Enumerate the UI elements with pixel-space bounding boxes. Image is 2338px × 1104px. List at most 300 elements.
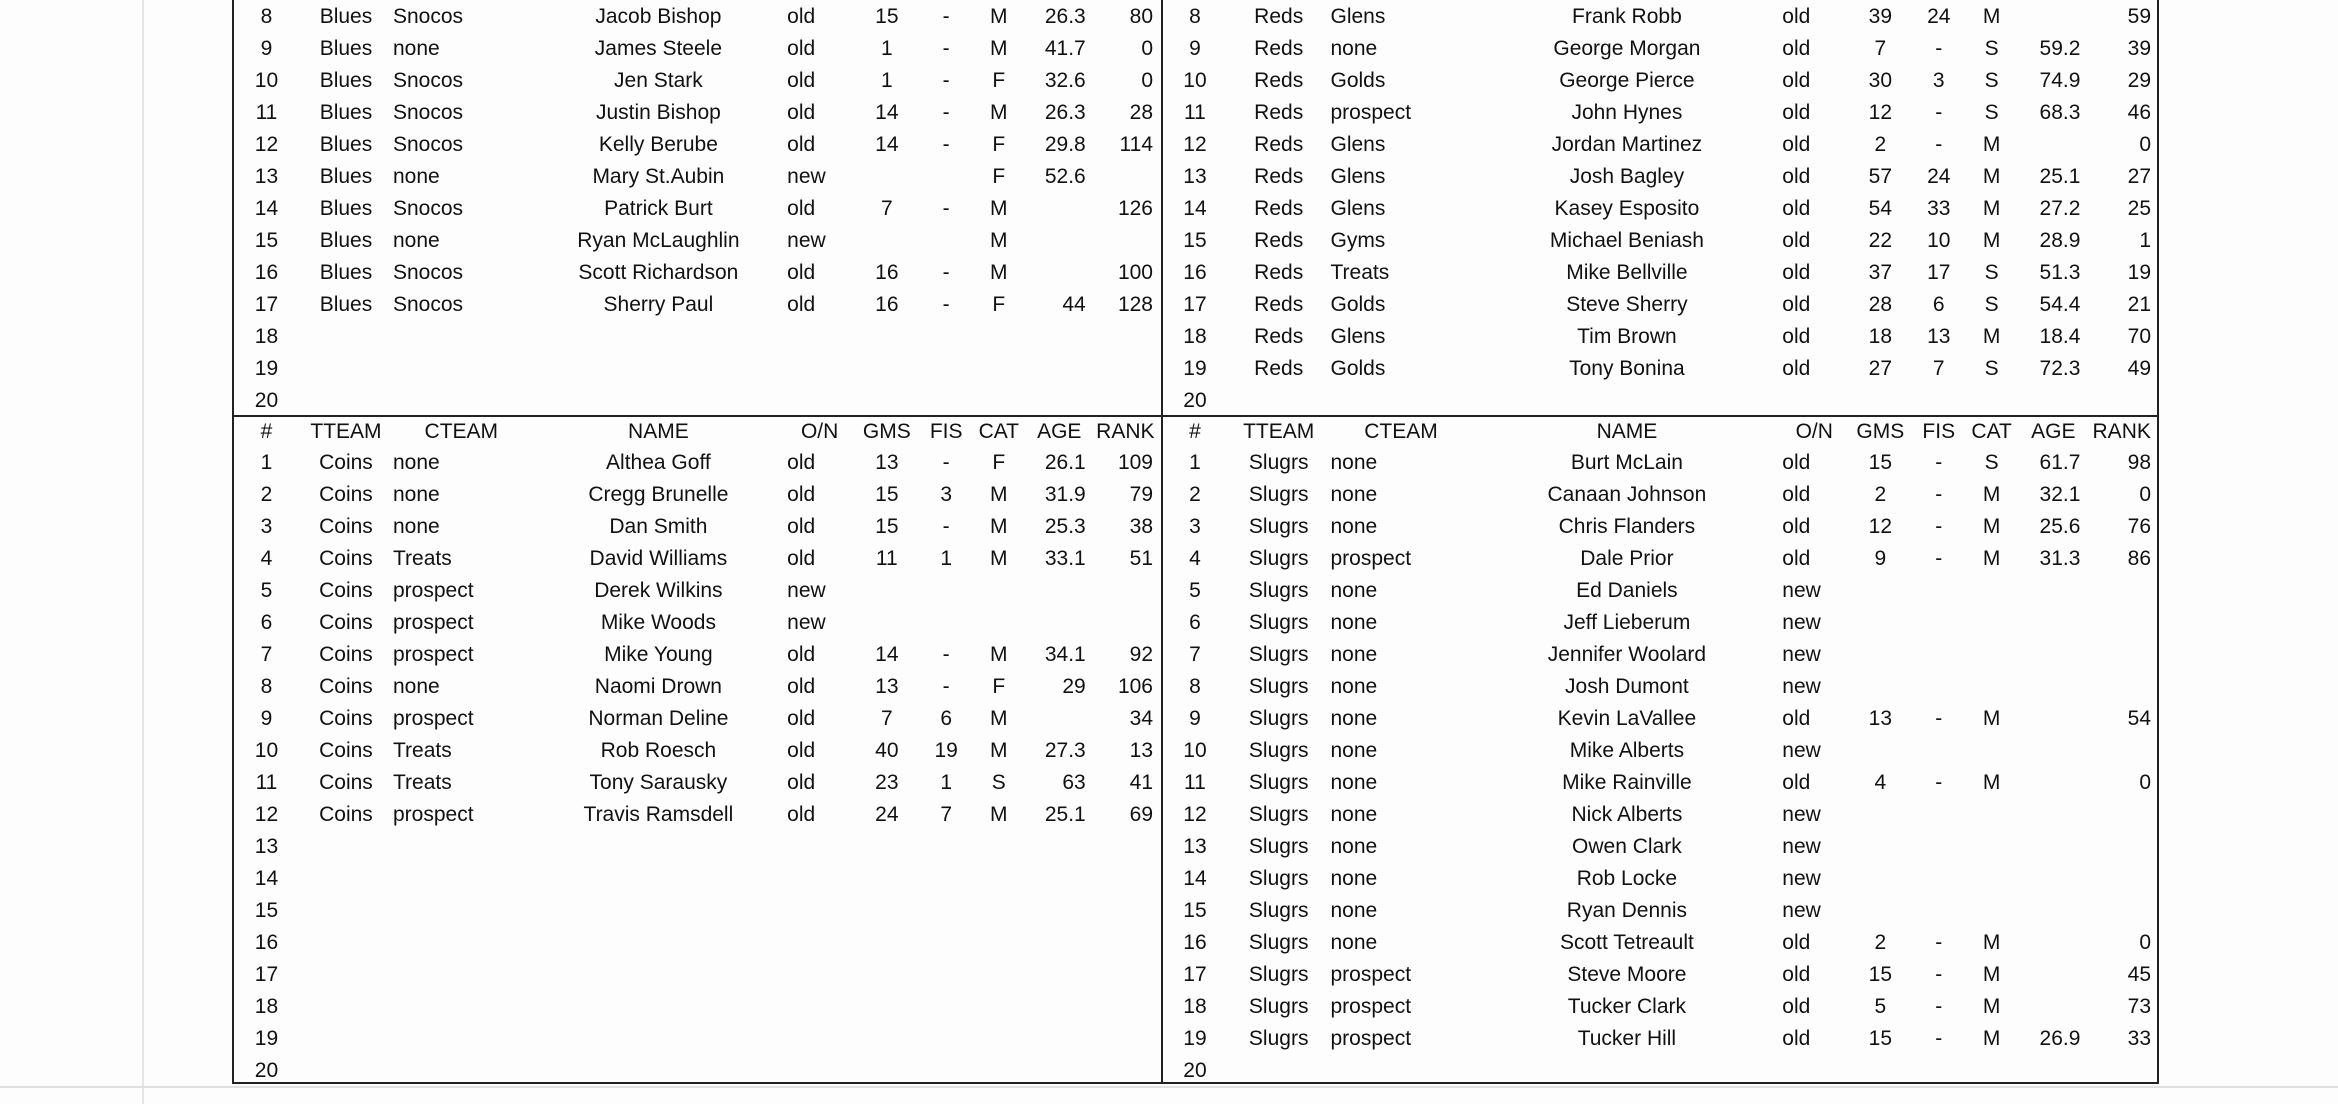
cell-name: Steve Moore	[1567, 963, 1687, 986]
cell-on: old	[787, 643, 816, 666]
cell-cteam	[393, 831, 530, 863]
cell-age	[2020, 385, 2086, 417]
cell-cat: F	[992, 165, 1006, 188]
table-row	[1163, 129, 2157, 161]
cell-age	[1027, 863, 1092, 895]
cell-age: 26.9	[2039, 1027, 2081, 1050]
table-row	[1163, 33, 2157, 65]
cell-gms: 23	[875, 771, 899, 794]
cell-tteam: Blues	[319, 197, 373, 220]
table-row	[1163, 97, 2157, 129]
cell-gms	[1846, 895, 1914, 927]
cell-rank: 0	[1141, 69, 1153, 92]
cell-on	[787, 991, 852, 1023]
cell-gms: 40	[875, 739, 899, 762]
table-row	[234, 735, 1159, 767]
cell-fis: -	[942, 5, 950, 28]
cell-rank	[2086, 895, 2157, 927]
cell-rownum: 11	[1184, 101, 1206, 124]
cell-gms	[852, 991, 921, 1023]
cell-rank: 0	[1141, 37, 1153, 60]
cell-tteam: Reds	[1254, 197, 1304, 220]
table-row	[1163, 353, 2157, 385]
cell-age: 26.1	[1044, 451, 1086, 474]
table-row	[234, 129, 1159, 161]
cell-cat: M	[990, 229, 1008, 252]
table-row	[234, 927, 1159, 959]
cell-tteam	[299, 927, 393, 959]
cell-cteam: none	[1330, 899, 1378, 922]
column-header-rank: RANK	[2092, 420, 2151, 443]
table-row	[1163, 607, 2157, 639]
cell-tteam: Coins	[319, 483, 373, 506]
cell-name	[530, 863, 788, 895]
table-row	[234, 1055, 1159, 1087]
cell-on: old	[787, 707, 816, 730]
cell-fis	[922, 831, 971, 863]
cell-rownum: 8	[1189, 675, 1201, 698]
cell-on: old	[1782, 707, 1811, 730]
table-row	[1163, 479, 2157, 511]
reds-roster-table	[1163, 1, 2157, 417]
cell-fis	[1915, 385, 1963, 417]
table-row	[234, 1, 1159, 33]
cell-age	[2020, 927, 2086, 959]
cell-gms: 14	[875, 133, 899, 156]
cell-rank	[1092, 895, 1159, 927]
cell-rank: 27	[2127, 165, 2151, 188]
cell-name: Jennifer Woolard	[1547, 643, 1707, 666]
column-header-fis: FIS	[1922, 420, 1956, 443]
cell-rownum: 12	[1183, 133, 1207, 156]
cell-rownum: 12	[1183, 803, 1207, 826]
cell-cat	[971, 959, 1027, 991]
cell-age	[2020, 575, 2086, 607]
cell-name: Rob Locke	[1576, 867, 1678, 890]
cell-gms: 39	[1868, 5, 1893, 28]
slugrs-roster-table	[1163, 417, 2157, 1087]
cell-cat: M	[1982, 547, 2001, 570]
cell-name: Naomi Drown	[594, 675, 722, 698]
cell-rownum: 17	[1183, 963, 1207, 986]
cell-rank: 98	[2127, 451, 2151, 474]
cell-gms	[852, 607, 921, 639]
cell-rank	[1092, 161, 1159, 193]
cell-cat	[971, 385, 1027, 417]
cell-on: old	[787, 515, 816, 538]
cell-on: old	[1782, 771, 1811, 794]
cell-fis	[922, 225, 971, 257]
cell-rank: 79	[1129, 483, 1153, 506]
cell-on: old	[1782, 483, 1811, 506]
cell-name: Ryan Dennis	[1566, 899, 1688, 922]
column-header-name: NAME	[1596, 420, 1658, 443]
cell-tteam: Blues	[319, 37, 373, 60]
column-header-cteam: CTEAM	[424, 420, 499, 443]
cell-cat: S	[1984, 101, 1999, 124]
cell-rownum: 11	[255, 101, 278, 124]
cell-rank	[1092, 927, 1159, 959]
cell-age	[1027, 927, 1092, 959]
table-row	[1163, 225, 2157, 257]
cell-fis	[1915, 639, 1963, 671]
cell-tteam: Blues	[319, 101, 373, 124]
cell-rownum: 9	[260, 707, 273, 730]
column-header-gms: GMS	[862, 420, 911, 443]
cell-cat: M	[990, 643, 1008, 666]
cell-tteam: Slugrs	[1248, 771, 1309, 794]
cell-cat	[1963, 895, 2020, 927]
cell-tteam: Slugrs	[1248, 995, 1309, 1018]
cell-fis: 24	[1927, 5, 1951, 28]
cell-age	[2020, 991, 2086, 1023]
cell-cat	[971, 575, 1027, 607]
roster-sheet	[232, 0, 2159, 1084]
table-row	[234, 991, 1159, 1023]
cell-cat	[971, 991, 1027, 1023]
cell-on: old	[1782, 101, 1811, 124]
table-row	[234, 65, 1159, 97]
cell-name: Tucker Hill	[1577, 1027, 1677, 1050]
cell-gms: 15	[1868, 451, 1893, 474]
cell-rank	[1092, 1055, 1159, 1087]
cell-gms: 9	[1874, 547, 1887, 570]
cell-age	[1027, 193, 1092, 225]
cell-rownum: 16	[254, 261, 279, 284]
cell-name: Frank Robb	[1572, 5, 1682, 28]
cell-rownum: 17	[254, 963, 279, 986]
cell-rownum: 17	[1183, 293, 1207, 316]
cell-rownum: 14	[254, 197, 279, 220]
cell-on: old	[1782, 995, 1811, 1018]
cell-gms: 15	[1868, 963, 1893, 986]
table-row	[1163, 735, 2157, 767]
cell-rownum: 19	[254, 1027, 279, 1050]
cell-age: 72.3	[2039, 357, 2081, 380]
cell-gms: 30	[1868, 69, 1893, 92]
cell-rank	[2086, 639, 2157, 671]
cell-cat	[1963, 639, 2020, 671]
cell-cteam: Treats	[1330, 261, 1390, 284]
cell-cat: S	[1984, 261, 1999, 284]
header-row	[234, 417, 1159, 447]
cell-cteam: Glens	[1330, 133, 1386, 156]
cell-age: 25.1	[1044, 803, 1086, 826]
cell-rank: 86	[2127, 547, 2151, 570]
cell-cteam: none	[393, 451, 440, 474]
cell-fis	[1915, 575, 1963, 607]
cell-fis	[922, 161, 971, 193]
cell-cteam: Gyms	[1330, 229, 1386, 252]
cell-fis: -	[942, 37, 950, 60]
table-row	[234, 385, 1159, 417]
cell-name: Tony Sarausky	[589, 771, 728, 794]
cell-tteam: Slugrs	[1248, 675, 1309, 698]
column-header-tteam: TTEAM	[310, 420, 382, 443]
cell-name: Kelly Berube	[598, 133, 718, 156]
cell-rank	[1092, 575, 1159, 607]
cell-rownum: 5	[260, 579, 273, 602]
cell-name: Scott Richardson	[578, 261, 739, 284]
cell-cat: M	[990, 739, 1008, 762]
cell-tteam: Reds	[1254, 133, 1304, 156]
cell-rank	[2086, 799, 2157, 831]
cell-rank: 70	[2127, 325, 2151, 348]
cell-cteam: none	[1330, 451, 1378, 474]
cell-rank: 45	[2127, 963, 2151, 986]
cell-gms: 13	[1868, 707, 1893, 730]
cell-name: Mike Alberts	[1569, 739, 1685, 762]
cell-cat: M	[1982, 963, 2001, 986]
cell-cat: M	[990, 197, 1008, 220]
cell-on	[787, 321, 852, 353]
cell-name: Derek Wilkins	[594, 579, 723, 602]
cell-age: 18.4	[2039, 325, 2081, 348]
cell-cteam: prospect	[1330, 547, 1412, 570]
cell-rownum: 20	[1183, 1059, 1207, 1082]
table-row	[234, 479, 1159, 511]
cell-cat: M	[1982, 1027, 2001, 1050]
cell-cat	[971, 321, 1027, 353]
cell-rank: 51	[1129, 547, 1153, 570]
cell-gms: 4	[1874, 771, 1887, 794]
cell-cat	[971, 1023, 1027, 1055]
table-row	[234, 511, 1159, 543]
cell-cat	[1963, 735, 2020, 767]
cell-on: old	[1782, 133, 1811, 156]
cell-cat	[1963, 831, 2020, 863]
cell-name: Althea Goff	[606, 451, 711, 474]
cell-cat: S	[1984, 357, 1999, 380]
cell-name	[1472, 385, 1783, 417]
cell-fis	[1915, 735, 1963, 767]
cell-name: Josh Bagley	[1569, 165, 1685, 188]
cell-fis: 7	[940, 803, 952, 826]
cell-name: Justin Bishop	[595, 101, 721, 124]
cell-age	[1027, 385, 1092, 417]
table-row	[1163, 863, 2157, 895]
cell-gms: 2	[1874, 483, 1887, 506]
cell-age: 41.7	[1044, 37, 1086, 60]
table-row	[234, 767, 1159, 799]
cell-rank: 59	[2127, 5, 2151, 28]
cell-name: Mike Young	[604, 643, 713, 666]
cell-cat: S	[1984, 293, 1999, 316]
cell-tteam: Coins	[319, 707, 373, 730]
cell-cteam: none	[1330, 931, 1378, 954]
cell-cteam: none	[1330, 867, 1378, 890]
cell-rank	[1092, 225, 1159, 257]
cell-cteam: Golds	[1330, 69, 1386, 92]
cell-fis: 6	[940, 707, 952, 730]
cell-rownum: 11	[255, 771, 278, 794]
cell-rownum: 15	[1183, 899, 1207, 922]
table-row	[1163, 321, 2157, 353]
cell-rownum: 16	[1183, 931, 1207, 954]
cell-fis	[1915, 671, 1963, 703]
cell-name: John Hynes	[1571, 101, 1683, 124]
coins-roster-table	[234, 417, 1159, 1087]
table-row	[234, 607, 1159, 639]
cell-on: new	[1782, 739, 1821, 762]
cell-gms	[1846, 639, 1914, 671]
cell-age	[1027, 1023, 1092, 1055]
cell-gms: 14	[875, 101, 899, 124]
cell-age: 32.6	[1044, 69, 1086, 92]
cell-name: Jen Stark	[614, 69, 703, 92]
cell-gms: 54	[1868, 197, 1893, 220]
cell-age	[2020, 1055, 2086, 1087]
cell-name: George Morgan	[1553, 37, 1701, 60]
cell-rownum: 17	[254, 293, 279, 316]
cell-cat: M	[990, 37, 1008, 60]
table-row	[234, 639, 1159, 671]
column-header-rownum: #	[260, 420, 273, 443]
cell-tteam	[299, 959, 393, 991]
cell-cteam: none	[1330, 675, 1378, 698]
table-row	[1163, 65, 2157, 97]
cell-rank: 33	[2127, 1027, 2151, 1050]
cell-tteam: Slugrs	[1248, 835, 1309, 858]
cell-rownum: 14	[1183, 197, 1207, 220]
cell-rownum: 12	[254, 803, 279, 826]
cell-fis	[922, 353, 971, 385]
cell-on: new	[1782, 643, 1821, 666]
cell-age: 32.1	[2039, 483, 2081, 506]
cell-rownum: 19	[254, 357, 279, 380]
cell-tteam: Coins	[319, 643, 373, 666]
column-header-on: O/N	[800, 420, 839, 443]
cell-gms: 15	[1868, 1027, 1893, 1050]
cell-fis: -	[942, 133, 950, 156]
table-row	[234, 193, 1159, 225]
table-row	[234, 959, 1159, 991]
cell-rownum: 2	[260, 483, 273, 506]
cell-gms: 28	[1868, 293, 1893, 316]
cell-tteam: Coins	[319, 515, 373, 538]
cell-rownum: 13	[254, 165, 279, 188]
cell-cat: M	[1982, 771, 2001, 794]
cell-cat: S	[1984, 37, 1999, 60]
cell-tteam	[299, 831, 393, 863]
cell-cteam: prospect	[1330, 1027, 1412, 1050]
cell-fis: 33	[1927, 197, 1951, 220]
cell-on	[787, 895, 852, 927]
cell-tteam: Slugrs	[1248, 707, 1309, 730]
cell-gms: 2	[1874, 931, 1887, 954]
cell-rownum: 5	[1189, 579, 1201, 602]
cell-cteam: Snocos	[393, 293, 464, 316]
cell-fis: 17	[1927, 261, 1951, 284]
table-row	[234, 161, 1159, 193]
cell-fis: -	[942, 101, 950, 124]
column-header-on: O/N	[1795, 420, 1833, 443]
cell-tteam	[299, 991, 393, 1023]
cell-cteam: none	[1330, 643, 1378, 666]
cell-age	[2020, 671, 2086, 703]
cell-cat: S	[991, 771, 1006, 794]
cell-age: 27.2	[2039, 197, 2081, 220]
cell-gms	[852, 321, 921, 353]
table-row	[1163, 831, 2157, 863]
cell-cteam: Glens	[1330, 325, 1386, 348]
cell-cteam	[393, 991, 530, 1023]
cell-name: Kasey Esposito	[1554, 197, 1700, 220]
cell-cat	[971, 1055, 1027, 1087]
cell-fis: -	[1935, 1027, 1943, 1050]
cell-fis: -	[942, 261, 950, 284]
cell-name: Patrick Burt	[604, 197, 713, 220]
cell-gms: 24	[875, 803, 899, 826]
cell-rownum: 14	[1183, 867, 1207, 890]
cell-tteam	[299, 863, 393, 895]
cell-rownum: 18	[254, 995, 279, 1018]
cell-name	[530, 321, 788, 353]
cell-name: Mike Woods	[600, 611, 716, 634]
cell-fis	[922, 1055, 971, 1087]
table-row	[1163, 895, 2157, 927]
cell-age: 26.3	[1044, 101, 1086, 124]
cell-cat	[971, 863, 1027, 895]
table-row	[234, 353, 1159, 385]
cell-on: old	[1782, 451, 1811, 474]
cell-tteam: Coins	[319, 547, 373, 570]
cell-age	[2020, 639, 2086, 671]
column-header-rownum: #	[1189, 420, 1201, 443]
cell-gms: 15	[875, 515, 899, 538]
cell-cteam: prospect	[393, 579, 474, 602]
cell-rank: 0	[2139, 483, 2151, 506]
cell-age	[1027, 607, 1092, 639]
cell-rownum: 10	[1183, 739, 1207, 762]
cell-fis	[1915, 895, 1963, 927]
cell-rank: 0	[2139, 931, 2151, 954]
cell-fis: -	[1935, 101, 1943, 124]
cell-on: new	[1782, 803, 1821, 826]
cell-rownum: 16	[1183, 261, 1207, 284]
cell-rank	[2086, 607, 2157, 639]
cell-on: old	[787, 133, 816, 156]
cell-cteam: prospect	[393, 643, 474, 666]
cell-gms	[852, 863, 921, 895]
cell-rank	[2086, 735, 2157, 767]
cell-fis	[1915, 1055, 1963, 1087]
cell-fis	[922, 927, 971, 959]
cell-cat: F	[992, 451, 1006, 474]
cell-cteam	[393, 927, 530, 959]
cell-age	[2020, 895, 2086, 927]
cell-cat	[1963, 863, 2020, 895]
cell-rank	[1092, 385, 1159, 417]
cell-fis	[922, 959, 971, 991]
cell-cteam	[1330, 1055, 1471, 1087]
cell-gms: 37	[1868, 261, 1893, 284]
cell-age: 26.3	[1044, 5, 1086, 28]
cell-tteam: Coins	[319, 451, 373, 474]
cell-gms	[852, 1055, 921, 1087]
table-row	[234, 289, 1159, 321]
cell-age: 29.8	[1044, 133, 1086, 156]
cell-cat	[971, 831, 1027, 863]
cell-rownum: 13	[254, 835, 279, 858]
cell-name: Dan Smith	[609, 515, 708, 538]
table-row	[234, 543, 1159, 575]
cell-rownum: 19	[1183, 357, 1207, 380]
cell-tteam	[299, 353, 393, 385]
column-header-name: NAME	[628, 420, 689, 443]
cell-rank: 25	[2127, 197, 2151, 220]
cell-age	[2020, 735, 2086, 767]
